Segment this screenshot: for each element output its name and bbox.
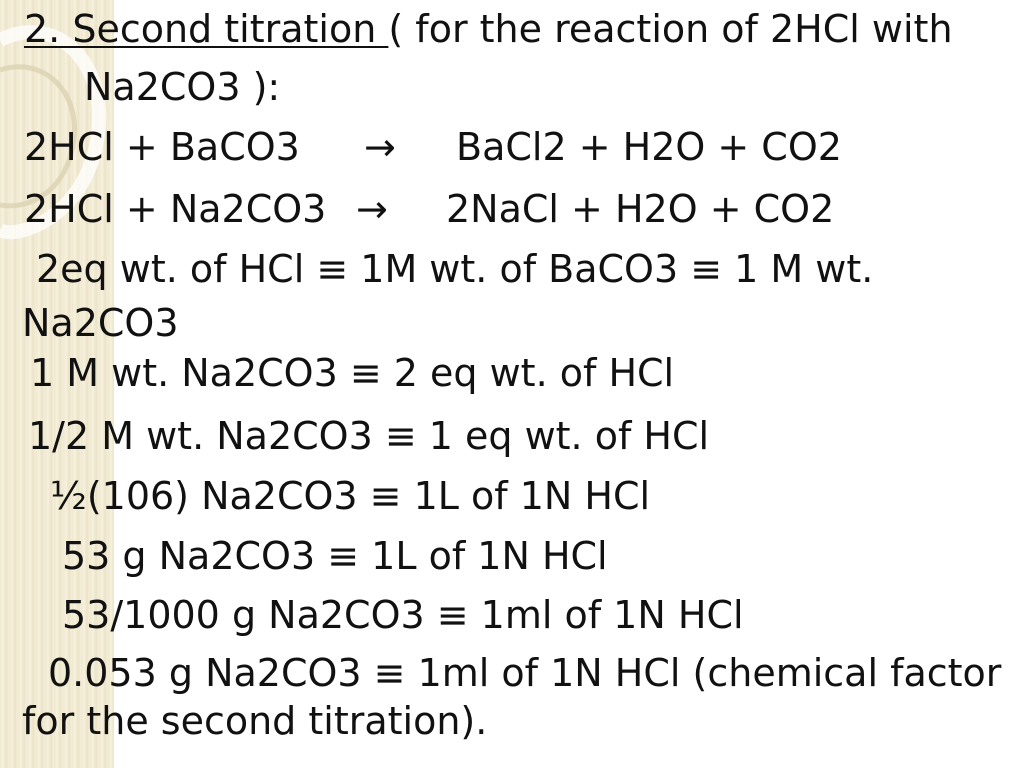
equation-na2co3-arrow: → <box>356 187 388 231</box>
text-line-7: 53/1000 g Na2CO3 ≡ 1ml of 1N HCl <box>62 593 744 637</box>
equation-na2co3 <box>24 187 835 231</box>
equation-baco3 <box>24 125 842 169</box>
text-line-8: 0.053 g Na2CO3 ≡ 1ml of 1N HCl (chemical factor <box>48 651 1002 695</box>
heading-continuation: Na2CO3 ): <box>84 65 281 109</box>
text-line-1: 2eq wt. of HCl ≡ 1M wt. of BaCO3 ≡ 1 M wt. <box>36 247 874 291</box>
text-line-9: for the second titration). <box>22 699 488 743</box>
equation-baco3-products: BaCl2 + H2O + CO2 <box>456 125 842 169</box>
equation-na2co3-reactants: 2HCl + Na2CO3 <box>24 187 327 231</box>
text-line-5: ½(106) Na2CO3 ≡ 1L of 1N HCl <box>50 474 651 518</box>
heading-line-1 <box>24 7 953 51</box>
equation-baco3-arrow: → <box>364 125 396 169</box>
text-line-3: 1 M wt. Na2CO3 ≡ 2 eq wt. of HCl <box>30 351 675 395</box>
text-line-6: 53 g Na2CO3 ≡ 1L of 1N HCl <box>62 534 608 578</box>
equation-baco3-reactants: 2HCl + BaCO3 <box>24 125 300 169</box>
heading-rest: ( for the reaction of 2HCl with <box>388 7 953 51</box>
heading-underlined: 2. Second titration <box>24 7 389 51</box>
heading-line-2 <box>84 65 281 109</box>
text-line-4: 1/2 M wt. Na2CO3 ≡ 1 eq wt. of HCl <box>28 414 710 458</box>
equation-na2co3-products: 2NaCl + H2O + CO2 <box>446 187 835 231</box>
text-line-2: Na2CO3 <box>22 301 179 345</box>
